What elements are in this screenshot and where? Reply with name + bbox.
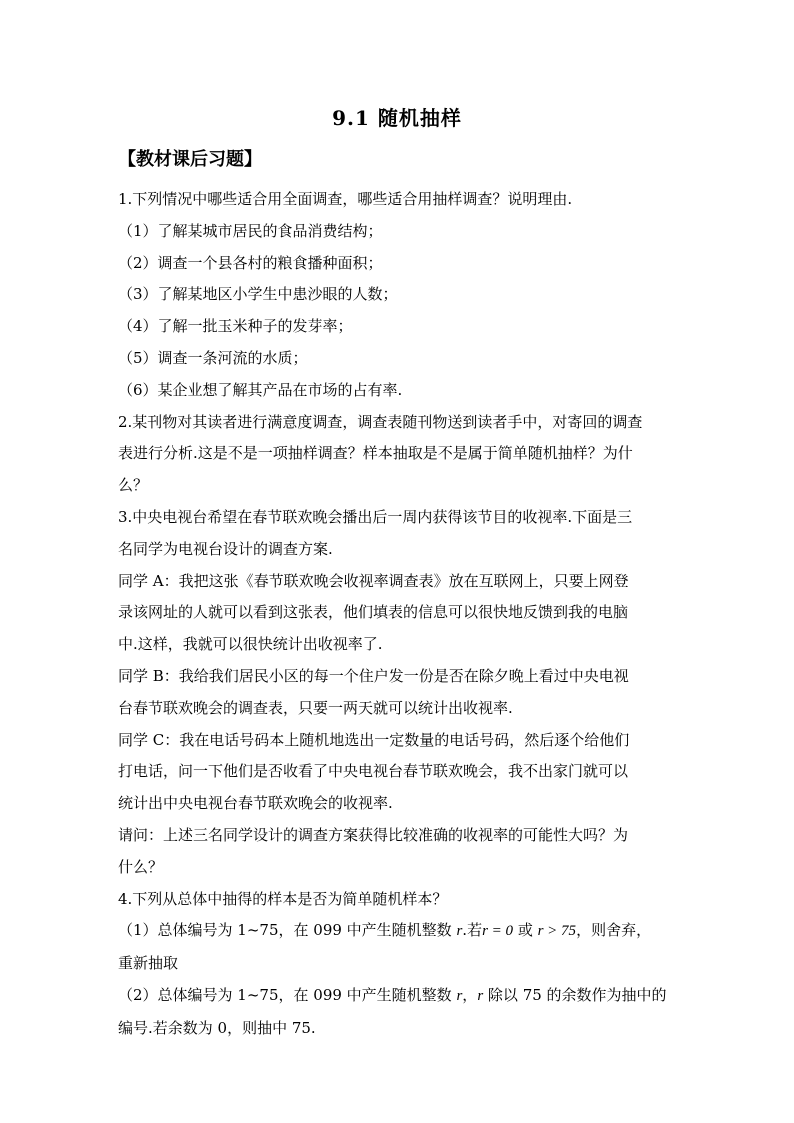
question-1-item-3: （3）了解某地区小学生中患沙眼的人数； — [118, 285, 398, 304]
question-1-item-1: （1）了解某城市居民的食品消费结构； — [118, 221, 383, 240]
q4-1-condition-1: r = 0 — [482, 923, 514, 940]
q4-1-mid-1: .若 — [462, 921, 483, 940]
q4-1-suffix: ，则舍弃， — [576, 921, 652, 940]
q4-2-prefix: （2）总体编号为 1~75，在 099 中产生随机整数 — [118, 985, 457, 1004]
section-title: 【教材课后习题】 — [118, 149, 262, 170]
q4-1-condition-2: r > 75 — [537, 923, 577, 940]
question-4-item-1-line-2: 重新抽取 — [118, 954, 179, 973]
question-1-stem: 1.下列情况中哪些适合用全面调查，哪些适合用抽样调查？说明理由. — [118, 190, 573, 208]
question-4-item-2-line-1 — [118, 980, 678, 1013]
q4-1-prefix: （1）总体编号为 1~75，在 099 中产生随机整数 — [118, 921, 457, 940]
student-a-line-2: 录该网址的人就可以看到这张表，他们填表的信息可以很快地反馈到我的电脑 — [118, 603, 629, 622]
question-4-item-2-line-2: 编号.若余数为 0，则抽中 75. — [118, 1018, 316, 1037]
q4-2-variable-1: r — [456, 987, 463, 1004]
q4-2-suffix: 除以 75 的余数作为抽中的 — [483, 985, 667, 1004]
page-title: 9.1 随机抽样 — [332, 106, 462, 130]
q4-2-variable-2: r — [477, 987, 484, 1004]
student-c-line-1: 同学 C：我在电话号码本上随机地选出一定数量的电话号码，然后逐个给他们 — [118, 730, 630, 749]
q4-2-separator: ， — [462, 985, 478, 1004]
question-1-item-5: （5）调查一条河流的水质； — [118, 348, 308, 367]
student-b-line-1: 同学 B：我给我们居民小区的每一个住户发一份是否在除夕晚上看过中央电视 — [118, 666, 629, 685]
student-c-line-3: 统计出中央电视台春节联欢晚会的收视率. — [118, 794, 393, 813]
student-b-line-2: 台春节联欢晚会的调查表，只要一两天就可以统计出收视率. — [118, 698, 513, 717]
student-a-line-3: 中.这样，我就可以很快统计出收视率了. — [118, 635, 383, 654]
q4-1-variable: r — [456, 923, 463, 940]
question-1-item-4: （4）了解一批玉米种子的发芽率； — [118, 317, 353, 336]
question-1-item-2: （2）调查一个县各村的粮食播种面积； — [118, 253, 383, 272]
question-3-ask-line-2: 什么？ — [118, 857, 164, 876]
student-c-line-2: 打电话，问一下他们是否收看了中央电视台春节联欢晚会，我不出家门就可以 — [118, 762, 629, 781]
question-2-line-2: 表进行分析.这是不是一项抽样调查？样本抽取是不是属于简单随机抽样？为什 — [118, 444, 633, 463]
question-2-line-3: 么？ — [118, 476, 149, 495]
question-2-line-1: 2.某刊物对其读者进行满意度调查，调查表随刊物送到读者手中，对寄回的调查 — [118, 412, 643, 431]
question-1-item-6: （6）某企业想了解其产品在市场的占有率. — [118, 380, 403, 399]
question-4-item-1-line-1 — [118, 915, 678, 948]
exercise-content — [118, 184, 678, 1045]
question-3-ask-line-1: 请问：上述三名同学设计的调查方案获得比较准确的收视率的可能性大吗？为 — [118, 825, 629, 844]
question-4-stem: 4.下列从总体中抽得的样本是否为简单随机样本？ — [118, 889, 448, 908]
question-3-line-2: 名同学为电视台设计的调查方案. — [118, 539, 333, 558]
q4-1-mid-2: 或 — [513, 921, 538, 940]
student-a-line-1: 同学 A：我把这张《春节联欢晚会收视率调查表》放在互联网上，只要上网登 — [118, 571, 629, 590]
question-3-line-1: 3.中央电视台希望在春节联欢晚会播出后一周内获得该节目的收视率.下面是三 — [118, 507, 633, 526]
